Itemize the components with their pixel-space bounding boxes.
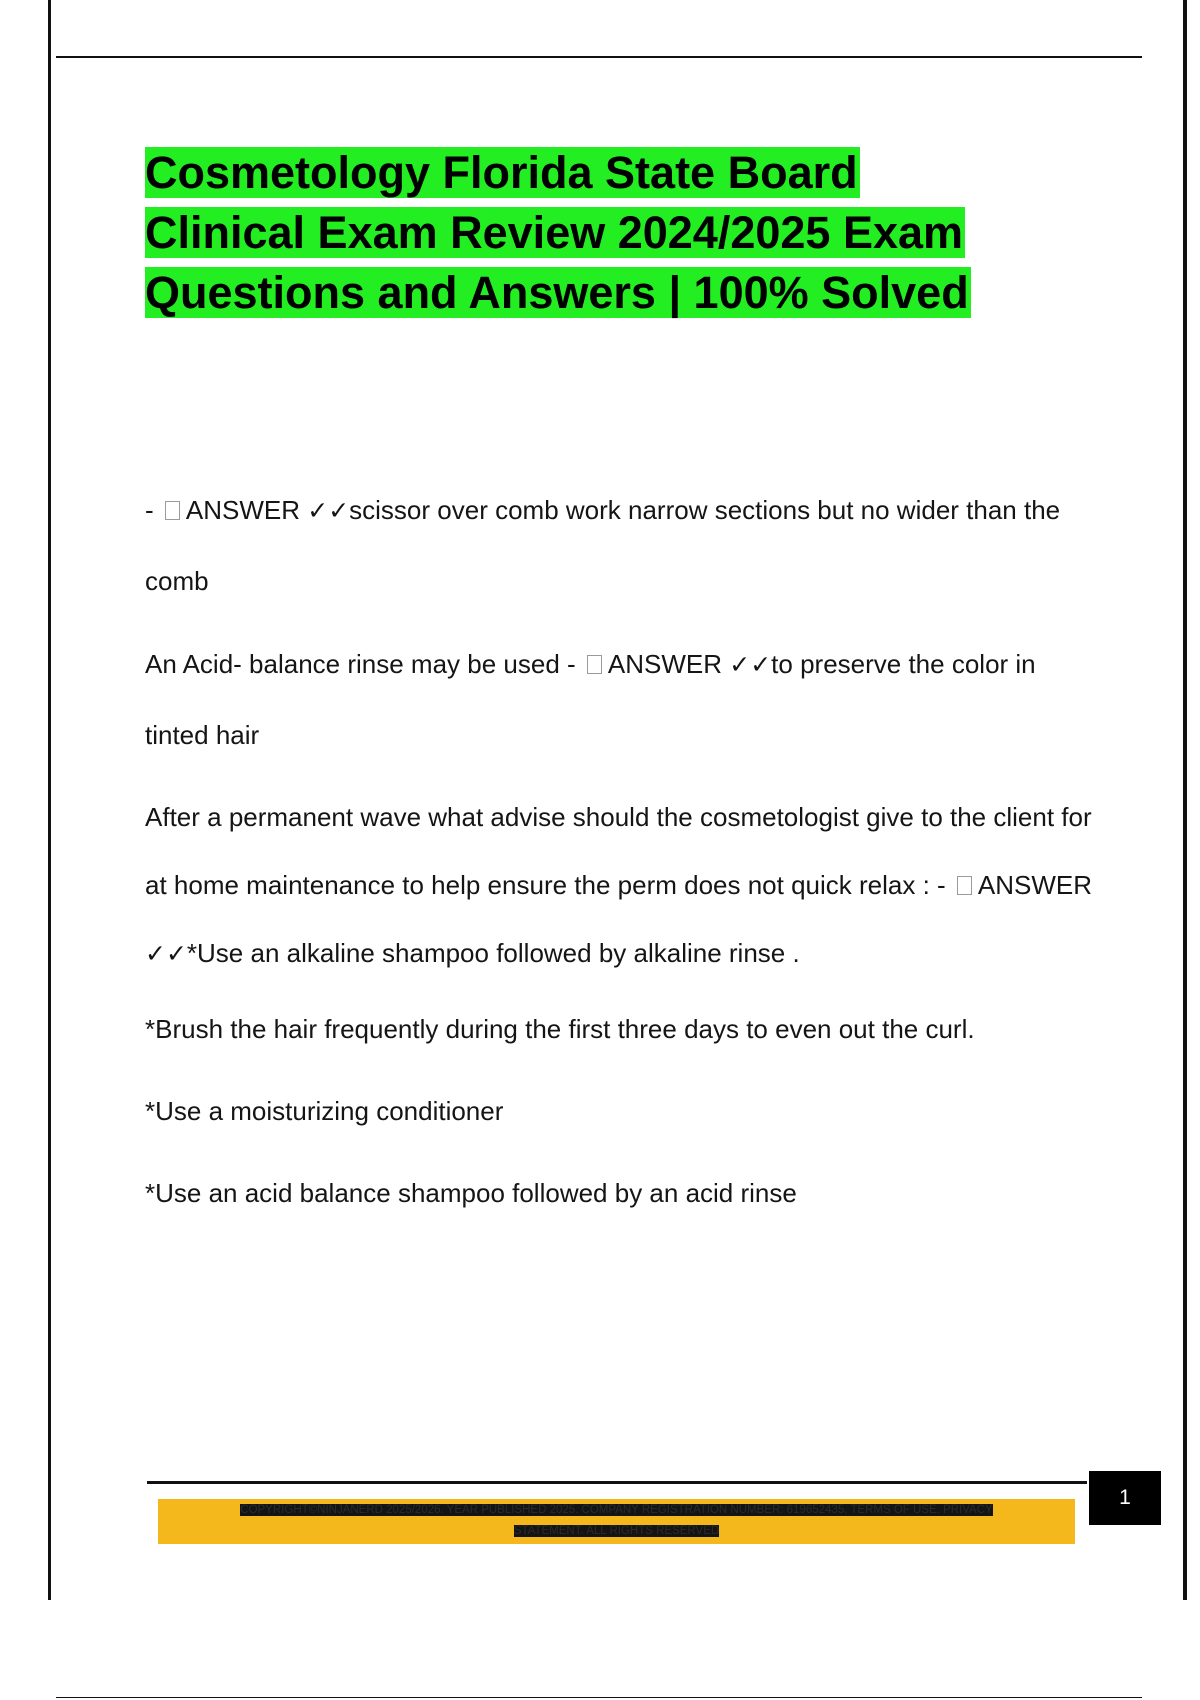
qa-entry bbox=[145, 629, 1095, 770]
bullet-item: *Use an acid balance shampoo followed by an acid rinse bbox=[145, 1178, 797, 1208]
answer-text: *Use an alkaline shampoo followed by alkaline rinse . bbox=[186, 938, 800, 968]
missing-glyph-box-icon bbox=[587, 655, 602, 674]
document-body bbox=[145, 475, 1095, 1248]
page-border-left bbox=[48, 0, 51, 1600]
title-line-1: Cosmetology Florida State Board bbox=[145, 147, 858, 198]
title-line-2: Clinical Exam Review 2024/2025 Exam bbox=[145, 207, 964, 258]
question-text: After a permanent wave what advise should the cosmetologist give to the client for at home maintenance to help ensure the perm does not quick relax : - bbox=[145, 802, 1092, 900]
footer-rule bbox=[147, 1481, 1087, 1484]
answer-label: ANSWER bbox=[977, 870, 1093, 900]
question-text: An Acid- balance rinse may be used - bbox=[145, 649, 583, 679]
question-text: - bbox=[145, 495, 161, 525]
qa-entry bbox=[145, 783, 1095, 988]
copyright-line-1: COPYRIGHT©NINJANERD 2025/2026. YEAR PUBLISHED 2025. COMPANY REGISTRATION NUMBER: 619652435. TERMS OF USE. PRIVACY bbox=[240, 1504, 993, 1516]
copyright-line-2: STATEMENT. ALL RIGHTS RESERVED bbox=[513, 1525, 720, 1537]
answer-label: ANSWER bbox=[185, 495, 301, 525]
answer-label: ANSWER bbox=[607, 649, 723, 679]
double-check-icon: ✓✓ bbox=[307, 496, 350, 525]
header-rule bbox=[56, 56, 1142, 58]
page-number: 1 bbox=[1089, 1471, 1161, 1525]
document-title bbox=[145, 143, 1065, 323]
copyright-footer bbox=[158, 1499, 1075, 1544]
bottom-rule bbox=[56, 1697, 1142, 1698]
page-border-right bbox=[1183, 0, 1187, 1600]
double-check-icon: ✓✓ bbox=[145, 939, 187, 968]
bullet-item: *Brush the hair frequently during the first three days to even out the curl. bbox=[145, 1014, 975, 1044]
answer-text: scissor over comb work narrow sections but no wider than the comb bbox=[145, 495, 1061, 596]
title-line-3: Questions and Answers | 100% Solved bbox=[145, 267, 969, 318]
bullet-item: *Use a moisturizing conditioner bbox=[145, 1096, 504, 1126]
answer-text: to preserve the color in tinted hair bbox=[145, 649, 1036, 750]
missing-glyph-box-icon bbox=[165, 501, 180, 520]
missing-glyph-box-icon bbox=[957, 876, 972, 895]
double-check-icon: ✓✓ bbox=[729, 650, 772, 679]
qa-entry bbox=[145, 475, 1095, 616]
